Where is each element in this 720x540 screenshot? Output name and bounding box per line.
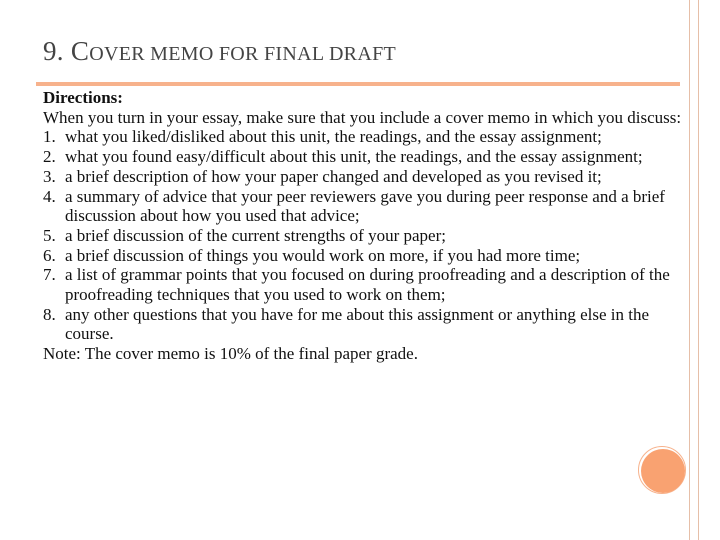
discussion-list [43, 127, 683, 344]
slide-title [43, 36, 396, 67]
list-item-text: what you found easy/difficult about this unit, the readings, and the essay assignment; [65, 147, 643, 167]
list-item-number: 7. [43, 265, 56, 285]
list-item-number: 3. [43, 166, 56, 186]
list-item [43, 147, 683, 167]
decorative-circle [641, 449, 685, 493]
directions-label: Directions: [43, 88, 123, 107]
title-rest: OVER MEMO FOR FINAL DRAFT [89, 43, 397, 65]
list-item-text: a list of grammar points that you focused on during proofreading and a description of the proofreading techniques that you used to work on them; [65, 265, 670, 305]
list-item [43, 265, 683, 304]
intro-text: When you turn in your essay, make sure that you include a cover memo in which you discuss: [43, 107, 682, 127]
list-item-text: a brief discussion of the current strengths of your paper; [65, 225, 446, 245]
list-item [43, 127, 683, 147]
list-item [43, 246, 683, 266]
list-item-text: a brief description of how your paper changed and developed as you revised it; [65, 166, 602, 186]
list-item-number: 1. [43, 127, 56, 147]
list-item [43, 226, 683, 246]
slide-body [43, 88, 683, 364]
title-number: 9. [43, 36, 71, 66]
title-divider [36, 82, 680, 86]
list-item-number: 2. [43, 147, 56, 167]
list-item-text: any other questions that you have for me about this assignment or anything else in the course. [65, 304, 650, 344]
list-item [43, 167, 683, 187]
list-item-number: 6. [43, 245, 56, 265]
frame-line-inner [689, 0, 690, 540]
title-initial: C [70, 36, 90, 66]
list-item-text: what you liked/disliked about this unit, the readings, and the essay assignment; [65, 127, 602, 147]
list-item-text: a summary of advice that your peer reviewers gave you during peer response and a brief discussion about how you used that advice; [65, 186, 665, 226]
note-text: Note: The cover memo is 10% of the final paper grade. [43, 344, 418, 364]
list-item-number: 5. [43, 225, 56, 245]
frame-line-outer [698, 0, 699, 540]
list-item [43, 305, 683, 344]
list-item-text: a brief discussion of things you would work on more, if you had more time; [65, 245, 581, 265]
list-item-number: 8. [43, 304, 56, 324]
list-item-number: 4. [43, 186, 56, 206]
list-item [43, 187, 683, 226]
